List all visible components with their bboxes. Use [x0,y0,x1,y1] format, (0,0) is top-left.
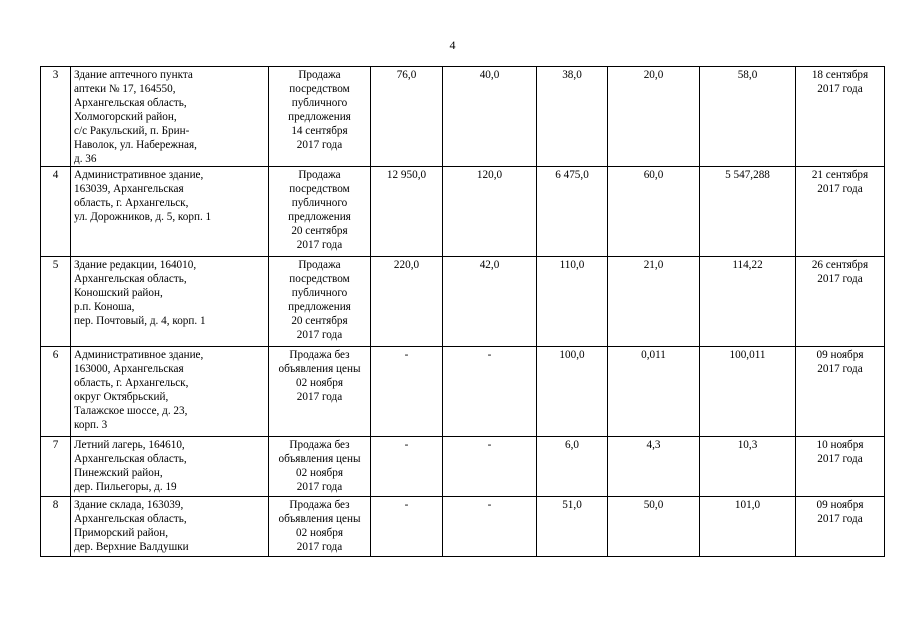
object-cell-line: 163000, Архангельская [74,363,184,375]
value-cell-2: - [443,347,537,437]
value-cell-5: 10,3 [700,437,796,497]
table-row [41,257,885,347]
sale-method-cell [269,497,371,557]
object-cell-line: р.п. Коноша, [74,301,135,313]
date-cell-line: 26 сентября [811,259,869,271]
sale-method-cell-line: предложения [288,111,351,123]
object-cell-line: Летний лагерь, 164610, [74,439,185,451]
value-cell-3: 6,0 [537,437,608,497]
date-cell [796,437,885,497]
sale-method-cell [269,167,371,257]
object-cell-line: д. 36 [74,153,97,165]
object-cell-line: Пинежский район, [74,467,163,479]
value-cell-5: 101,0 [700,497,796,557]
table-body [41,67,885,557]
sale-method-cell [269,347,371,437]
value-cell-2: - [443,437,537,497]
object-cell-line: Административное здание, [74,169,204,181]
value-cell-5: 58,0 [700,67,796,167]
value-cell-4: 4,3 [608,437,700,497]
sale-method-cell-line: 02 ноября [296,527,343,539]
sale-method-cell-line: 02 ноября [296,377,343,389]
object-cell-line: Коношский район, [74,287,163,299]
object-cell-line: Архангельская область, [74,513,187,525]
table-row [41,67,885,167]
sale-method-cell [269,437,371,497]
value-cell-3: 38,0 [537,67,608,167]
date-cell [796,497,885,557]
sale-method-cell-line: публичного [291,97,348,109]
sale-method-cell-line: Продажа без [289,349,350,361]
date-cell [796,257,885,347]
value-cell-3: 6 475,0 [537,167,608,257]
date-cell [796,67,885,167]
table-row [41,437,885,497]
date-cell-line: 2017 года [817,183,863,195]
value-cell-4: 60,0 [608,167,700,257]
table-row [41,347,885,437]
row-number-cell: 3 [41,67,71,167]
object-cell-line: корп. 3 [74,419,108,431]
row-number-cell: 7 [41,437,71,497]
sale-method-cell-line: 02 ноября [296,467,343,479]
object-cell-line: Административное здание, [74,349,204,361]
object-cell-line: дер. Верхние Валдушки [74,541,189,553]
object-cell-line: Талажское шоссе, д. 23, [74,405,188,417]
sale-method-cell-line: объявления цены [278,453,361,465]
object-cell-line: ул. Дорожников, д. 5, корп. 1 [74,211,212,223]
row-number-cell: 5 [41,257,71,347]
table-row [41,167,885,257]
object-cell-line: с/с Ракульский, п. Брин- [74,125,190,137]
row-number-cell: 4 [41,167,71,257]
date-cell-line: 21 сентября [811,169,869,181]
value-cell-2: 42,0 [443,257,537,347]
sale-method-cell [269,67,371,167]
sale-method-cell-line: 20 сентября [291,225,348,237]
date-cell-line: 09 ноября [816,499,864,511]
date-cell-line: 09 ноября [816,349,864,361]
sale-method-cell-line: публичного [291,287,348,299]
date-cell-line: 10 ноября [816,439,864,451]
object-cell [71,67,269,167]
object-cell-line: Здание редакции, 164010, [74,259,197,271]
page-number: 4 [449,38,456,52]
object-cell-line: область, г. Архангельск, [74,197,189,209]
date-cell-line: 2017 года [817,363,863,375]
sale-method-cell-line: Продажа без [289,499,350,511]
date-cell-line: 18 сентября [811,69,869,81]
sale-method-cell-line: посредством [289,83,350,95]
sale-method-cell-line: 2017 года [296,481,343,493]
sale-method-cell-line: Продажа [298,169,341,181]
sale-method-cell-line: посредством [289,273,350,285]
value-cell-4: 50,0 [608,497,700,557]
sale-method-cell [269,257,371,347]
sale-method-cell-line: Продажа [298,69,341,81]
object-cell-line: Холмогорский район, [74,111,177,123]
sale-method-cell-line: 2017 года [296,391,343,403]
object-cell-line: Архангельская область, [74,453,187,465]
value-cell-1: 12 950,0 [371,167,443,257]
value-cell-1: 220,0 [371,257,443,347]
privatization-table [40,66,885,557]
object-cell-line: округ Октябрьский, [74,391,169,403]
value-cell-1: - [371,437,443,497]
sale-method-cell-line: 2017 года [296,239,343,251]
date-cell-line: 2017 года [817,273,863,285]
row-number-cell: 8 [41,497,71,557]
object-cell-line: Наволок, ул. Набережная, [74,139,197,151]
object-cell [71,497,269,557]
sale-method-cell-line: публичного [291,197,348,209]
sale-method-cell-line: объявления цены [278,513,361,525]
sale-method-cell-line: 2017 года [296,541,343,553]
date-cell-line: 2017 года [817,513,863,525]
sale-method-cell-line: Продажа без [289,439,350,451]
value-cell-2: 120,0 [443,167,537,257]
value-cell-1: - [371,347,443,437]
object-cell-line: Здание склада, 163039, [74,499,184,511]
value-cell-3: 51,0 [537,497,608,557]
value-cell-4: 21,0 [608,257,700,347]
value-cell-4: 20,0 [608,67,700,167]
sale-method-cell-line: посредством [289,183,350,195]
date-cell-line: 2017 года [817,453,863,465]
sale-method-cell-line: предложения [288,301,351,313]
sale-method-cell-line: предложения [288,211,351,223]
table-row [41,497,885,557]
object-cell [71,257,269,347]
date-cell [796,347,885,437]
value-cell-1: 76,0 [371,67,443,167]
object-cell-line: аптеки № 17, 164550, [74,83,176,95]
value-cell-3: 110,0 [537,257,608,347]
value-cell-4: 0,011 [608,347,700,437]
object-cell-line: 163039, Архангельская [74,183,184,195]
object-cell-line: дер. Пильегоры, д. 19 [74,481,177,493]
object-cell [71,167,269,257]
object-cell [71,347,269,437]
object-cell [71,437,269,497]
object-cell-line: Приморский район, [74,527,169,539]
value-cell-1: - [371,497,443,557]
value-cell-3: 100,0 [537,347,608,437]
value-cell-5: 114,22 [700,257,796,347]
sale-method-cell-line: 14 сентября [291,125,348,137]
sale-method-cell-line: 2017 года [296,329,343,341]
object-cell-line: Здание аптечного пункта [74,69,193,81]
sale-method-cell-line: Продажа [298,259,341,271]
sale-method-cell-line: объявления цены [278,363,361,375]
value-cell-5: 5 547,288 [700,167,796,257]
date-cell-line: 2017 года [817,83,863,95]
row-number-cell: 6 [41,347,71,437]
object-cell-line: Архангельская область, [74,97,187,109]
value-cell-2: - [443,497,537,557]
object-cell-line: область, г. Архангельск, [74,377,189,389]
object-cell-line: пер. Почтовый, д. 4, корп. 1 [74,315,206,327]
object-cell-line: Архангельская область, [74,273,187,285]
date-cell [796,167,885,257]
sale-method-cell-line: 2017 года [296,139,343,151]
value-cell-2: 40,0 [443,67,537,167]
value-cell-5: 100,011 [700,347,796,437]
sale-method-cell-line: 20 сентября [291,315,348,327]
